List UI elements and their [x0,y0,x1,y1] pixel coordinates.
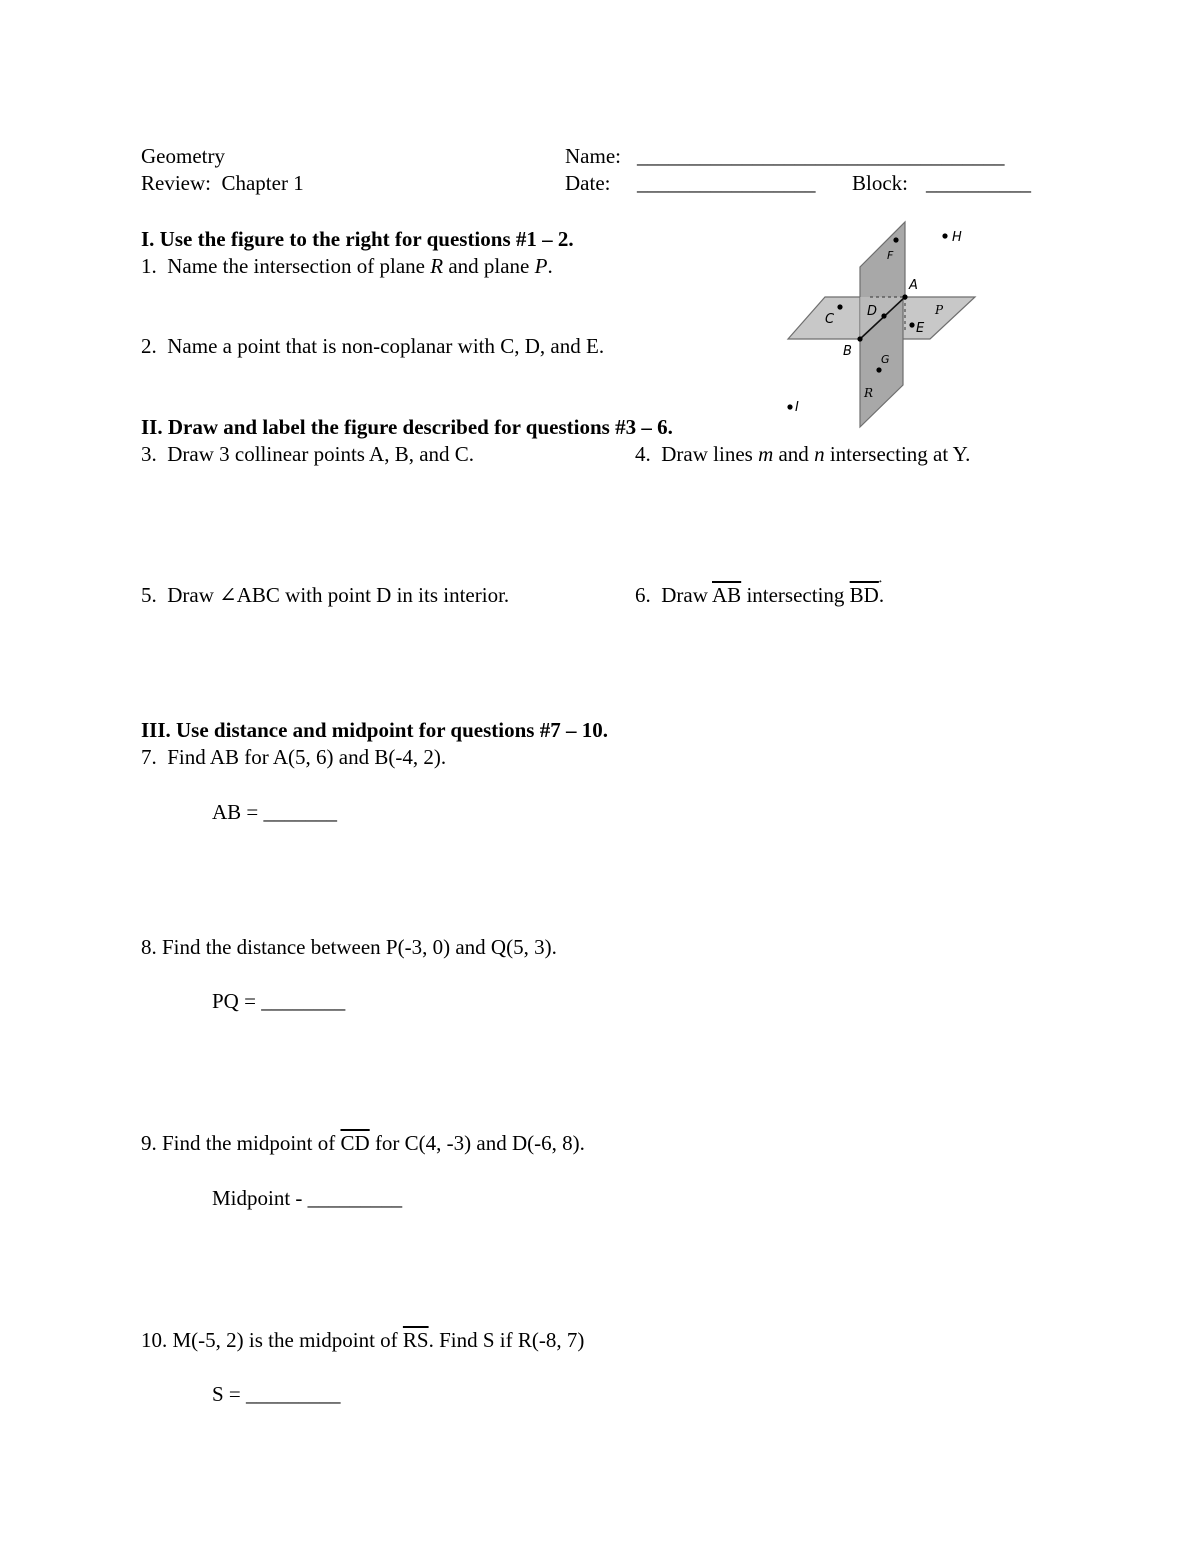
question-5: 5. Draw ∠ABC with point D in its interior. [141,583,510,607]
segment-cd: $\overline{CD}$ [340,1131,370,1155]
label-c: C [825,312,835,327]
label-i: I [795,400,799,415]
block-label: Block: [852,171,908,195]
point-a [902,294,907,299]
label-e: E [916,321,925,336]
label-h: H [952,230,962,245]
label-plane-r: R [864,386,874,400]
name-label: Name: [565,144,621,168]
section-3-heading: III. Use distance and midpoint for questions #7 – 10. [141,718,608,742]
date-label: Date: [565,171,611,195]
label-d: D [867,304,878,319]
label-a: A [909,278,918,293]
section-1-heading: I. Use the figure to the right for questions #1 – 2. [141,227,574,251]
course-title: Geometry [141,144,225,168]
intersecting-planes-figure [780,215,985,435]
label-plane-p: P [935,303,944,317]
question-7: 7. Find AB for A(5, 6) and B(-4, 2). [141,745,447,769]
question-4: 4. Draw lines m and n intersecting at Y. [635,442,971,466]
question-3: 3. Draw 3 collinear points A, B, and C. [141,442,475,466]
answer-10-field[interactable]: S = _________ [212,1382,341,1406]
point-f [893,237,898,242]
section-2-heading: II. Draw and label the figure described for questions #3 – 6. [141,415,673,439]
answer-9-field[interactable]: Midpoint - _________ [212,1186,403,1210]
point-c [837,304,842,309]
point-d [881,313,886,318]
date-field[interactable]: _________________ [637,171,816,195]
name-field[interactable]: ___________________________________ [637,144,1005,168]
point-g [876,367,881,372]
point-b [857,336,862,341]
question-10: 10. M(-5, 2) is the midpoint of $\overline{RS}$. Find S if R(-8, 7) [141,1328,585,1352]
question-1: 1. Name the intersection of plane R and plane P. [141,254,553,278]
review-title: Review: Chapter 1 [141,171,304,195]
ray-bd: $\overline{BD}$ → [849,574,884,607]
question-2: 2. Name a point that is non-coplanar with C, D, and E. [141,334,605,358]
point-h [942,233,947,238]
answer-7-field[interactable]: AB = _______ [212,800,338,824]
question-8: 8. Find the distance between P(-3, 0) and Q(5, 3). [141,935,557,959]
label-g: G [881,353,890,366]
segment-ab: $\overline{AB}$ [712,583,742,607]
answer-8-field[interactable]: PQ = ________ [212,989,346,1013]
block-field[interactable]: __________ [926,171,1031,195]
label-b: B [843,344,852,359]
point-e [909,322,914,327]
label-f: F [887,249,894,262]
question-6: 6. Draw $\overline{AB}$ intersecting $\overline{BD}$ → . [635,574,885,607]
point-i [787,404,792,409]
segment-rs: $\overline{RS}$ [402,1328,429,1352]
question-9: 9. Find the midpoint of $\overline{CD}$ for C(4, -3) and D(-6, 8). [141,1131,585,1155]
